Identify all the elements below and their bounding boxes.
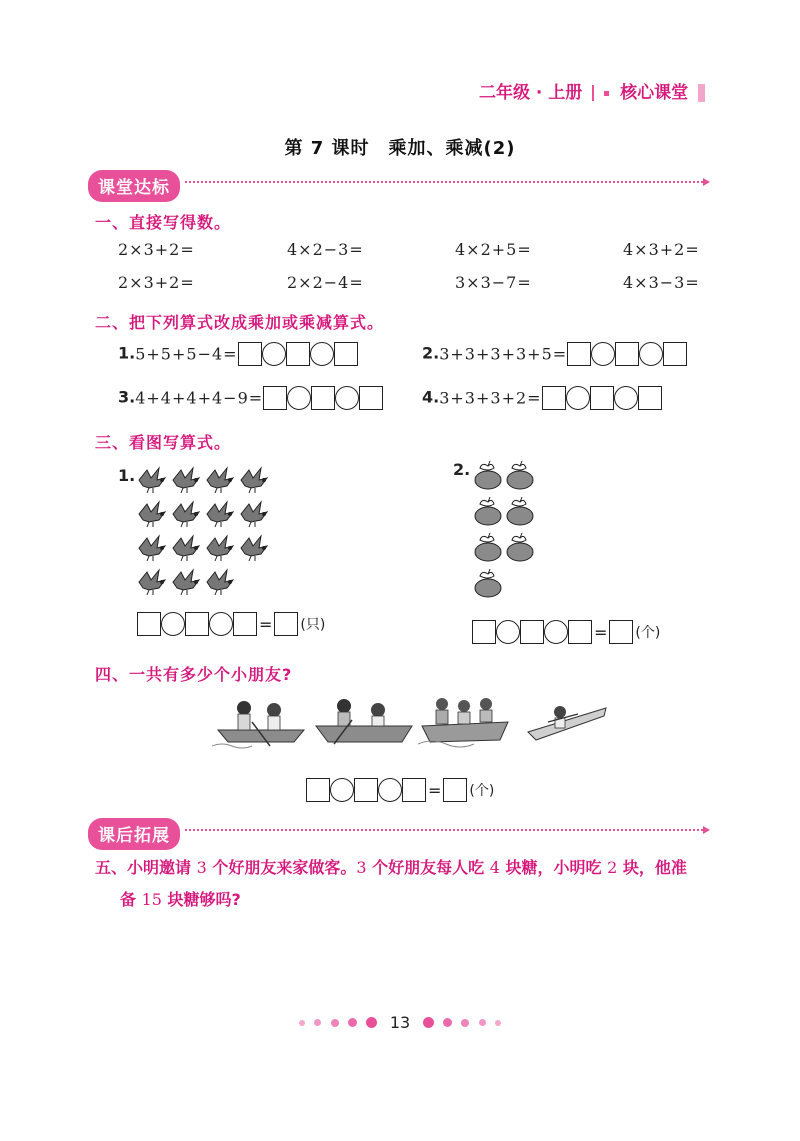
- answer-box[interactable]: [311, 386, 335, 410]
- item-expression: 3+3+3+3+5=: [439, 344, 568, 364]
- q2-item-1: [118, 342, 358, 366]
- answer-box[interactable]: [472, 620, 496, 644]
- bird-icon: [241, 536, 267, 561]
- equals-sign: =: [259, 614, 273, 634]
- answer-box[interactable]: [233, 612, 257, 636]
- unit-label: (个): [635, 625, 661, 641]
- footer-dot: [423, 1017, 434, 1028]
- footer-dot: [479, 1019, 486, 1026]
- q5-text: 块糖够吗?: [167, 890, 241, 909]
- page-title: 第 7 课时 乘加、乘减(2): [284, 138, 516, 159]
- q5-line-2: [120, 884, 241, 916]
- boat-icon: [418, 698, 508, 747]
- q5-number: 15: [141, 890, 162, 909]
- operator-circle[interactable]: [639, 342, 663, 366]
- q3-title: 三、看图写算式。: [95, 433, 232, 452]
- equals-sign: =: [428, 780, 442, 800]
- q1-item: 4×3+2=: [623, 240, 700, 259]
- fruit-icon: [507, 533, 533, 561]
- bird-icon: [173, 570, 199, 595]
- operator-circle[interactable]: [262, 342, 286, 366]
- q3-answer-2: [472, 620, 660, 644]
- boat-icon: [528, 706, 606, 740]
- operator-circle[interactable]: [566, 386, 590, 410]
- header-dot: [604, 91, 609, 96]
- operator-circle[interactable]: [335, 386, 359, 410]
- fruit-icon: [475, 533, 501, 561]
- bird-icon: [173, 502, 199, 527]
- page-footer: [0, 1012, 800, 1032]
- bird-icon: [173, 468, 199, 493]
- answer-box[interactable]: [443, 778, 467, 802]
- boat-icon: [316, 699, 412, 744]
- q1-item: 2×3+2=: [118, 240, 195, 259]
- equals-sign: =: [594, 622, 608, 642]
- q1-item: 4×2+5=: [455, 240, 532, 259]
- unit-label: (只): [300, 617, 326, 633]
- operator-circle[interactable]: [378, 778, 402, 802]
- bird-icon: [207, 502, 233, 527]
- q2-title: 二、把下列算式改成乘加或乘减算式。: [95, 313, 385, 332]
- q4-answer: [306, 778, 494, 802]
- fruit-icon: [475, 461, 501, 489]
- q5-text: 个好朋友每人吃: [372, 858, 485, 877]
- section-divider: [185, 181, 703, 183]
- q5-number: 4: [489, 858, 500, 877]
- answer-box[interactable]: [609, 620, 633, 644]
- answer-box[interactable]: [520, 620, 544, 644]
- item-expression: 5+5+5−4=: [135, 344, 238, 364]
- footer-dot: [461, 1019, 469, 1027]
- q2-item-2: [422, 342, 687, 366]
- fruit-icon: [507, 461, 533, 489]
- q5-text: 个好朋友来家做客。: [212, 858, 357, 877]
- answer-box[interactable]: [590, 386, 614, 410]
- answer-box[interactable]: [263, 386, 287, 410]
- section-tag-after-class: 课后拓展: [88, 818, 180, 850]
- bird-icon: [139, 468, 165, 493]
- answer-box[interactable]: [286, 342, 310, 366]
- q5-text: 块糖，小明吃: [505, 858, 602, 877]
- fruit-icon: [507, 497, 533, 525]
- footer-dot: [495, 1020, 501, 1026]
- fruits-illustration: [470, 458, 540, 606]
- footer-dot: [314, 1019, 321, 1026]
- boats-illustration: [212, 692, 612, 752]
- operator-circle[interactable]: [287, 386, 311, 410]
- q5-number: 3: [356, 858, 367, 877]
- answer-box[interactable]: [615, 342, 639, 366]
- q1-item: 4×3−3=: [623, 273, 700, 292]
- item-expression: 3+3+3+2=: [439, 388, 542, 408]
- q4-title: 四、一共有多少个小朋友?: [95, 665, 293, 684]
- footer-dot: [331, 1019, 339, 1027]
- answer-box[interactable]: [638, 386, 662, 410]
- answer-box[interactable]: [185, 612, 209, 636]
- q5-text: 小明邀请: [127, 858, 192, 877]
- q2-item-3: [118, 386, 383, 410]
- bird-icon: [207, 536, 233, 561]
- footer-dot: [443, 1018, 452, 1027]
- bird-icon: [139, 570, 165, 595]
- unit-label: (个): [469, 783, 495, 799]
- q3-item-1-number: 1.: [118, 466, 136, 485]
- q5-text: 备: [120, 890, 137, 909]
- item-number: 4.: [422, 387, 440, 407]
- q3-item-2-number: 2.: [453, 460, 471, 479]
- bird-icon: [139, 536, 165, 561]
- fruit-icon: [475, 569, 501, 597]
- q5-line-1: [95, 852, 687, 884]
- operator-circle[interactable]: [330, 778, 354, 802]
- q5-number: 3: [196, 858, 207, 877]
- birds-illustration: [135, 462, 275, 596]
- footer-dot: [366, 1017, 377, 1028]
- answer-box[interactable]: [306, 778, 330, 802]
- page-number: 13: [389, 1013, 411, 1032]
- answer-box[interactable]: [334, 342, 358, 366]
- q3-answer-1: [137, 612, 325, 636]
- q1-item: 3×3−7=: [455, 273, 532, 292]
- answer-box[interactable]: [568, 620, 592, 644]
- q5-number: 2: [607, 858, 618, 877]
- answer-box[interactable]: [402, 778, 426, 802]
- section-divider: [185, 829, 703, 831]
- bird-icon: [207, 468, 233, 493]
- q1-item: 2×2−4=: [287, 273, 364, 292]
- footer-dot: [299, 1020, 305, 1026]
- bird-icon: [173, 536, 199, 561]
- item-number: 1.: [118, 343, 136, 363]
- bird-icon: [241, 502, 267, 527]
- item-number: 2.: [422, 343, 440, 363]
- section-tag-classroom: 课堂达标: [88, 170, 180, 202]
- operator-circle[interactable]: [614, 386, 638, 410]
- answer-box[interactable]: [354, 778, 378, 802]
- operator-circle[interactable]: [310, 342, 334, 366]
- item-number: 3.: [118, 387, 136, 407]
- q5-prefix: 五、: [95, 858, 128, 877]
- q1-item: 4×2−3=: [287, 240, 364, 259]
- header-grade: 二年级 · 上册: [479, 83, 583, 103]
- operator-circle[interactable]: [544, 620, 568, 644]
- operator-circle[interactable]: [496, 620, 520, 644]
- q1-item: 2×3+2=: [118, 273, 195, 292]
- operator-circle[interactable]: [209, 612, 233, 636]
- operator-circle[interactable]: [161, 612, 185, 636]
- header-end-bar: [698, 84, 705, 102]
- bird-icon: [207, 570, 233, 595]
- footer-dot: [348, 1018, 357, 1027]
- answer-box[interactable]: [359, 386, 383, 410]
- header-brand: [479, 78, 705, 103]
- fruit-icon: [475, 497, 501, 525]
- item-expression: 4+4+4+4−9=: [135, 388, 264, 408]
- answer-box[interactable]: [274, 612, 298, 636]
- bird-icon: [139, 502, 165, 527]
- answer-box[interactable]: [542, 386, 566, 410]
- answer-box[interactable]: [567, 342, 591, 366]
- header-separator: [592, 85, 594, 101]
- operator-circle[interactable]: [591, 342, 615, 366]
- answer-box[interactable]: [137, 612, 161, 636]
- q2-item-4: [422, 386, 662, 410]
- arrow-icon: [703, 826, 710, 834]
- arrow-icon: [703, 178, 710, 186]
- answer-box[interactable]: [663, 342, 687, 366]
- answer-box[interactable]: [238, 342, 262, 366]
- bird-icon: [241, 468, 267, 493]
- header-brand-text: 核心课堂: [620, 83, 689, 103]
- q5-text: 块，他准: [622, 858, 687, 877]
- boat-icon: [212, 701, 304, 748]
- q1-title: 一、直接写得数。: [95, 213, 232, 232]
